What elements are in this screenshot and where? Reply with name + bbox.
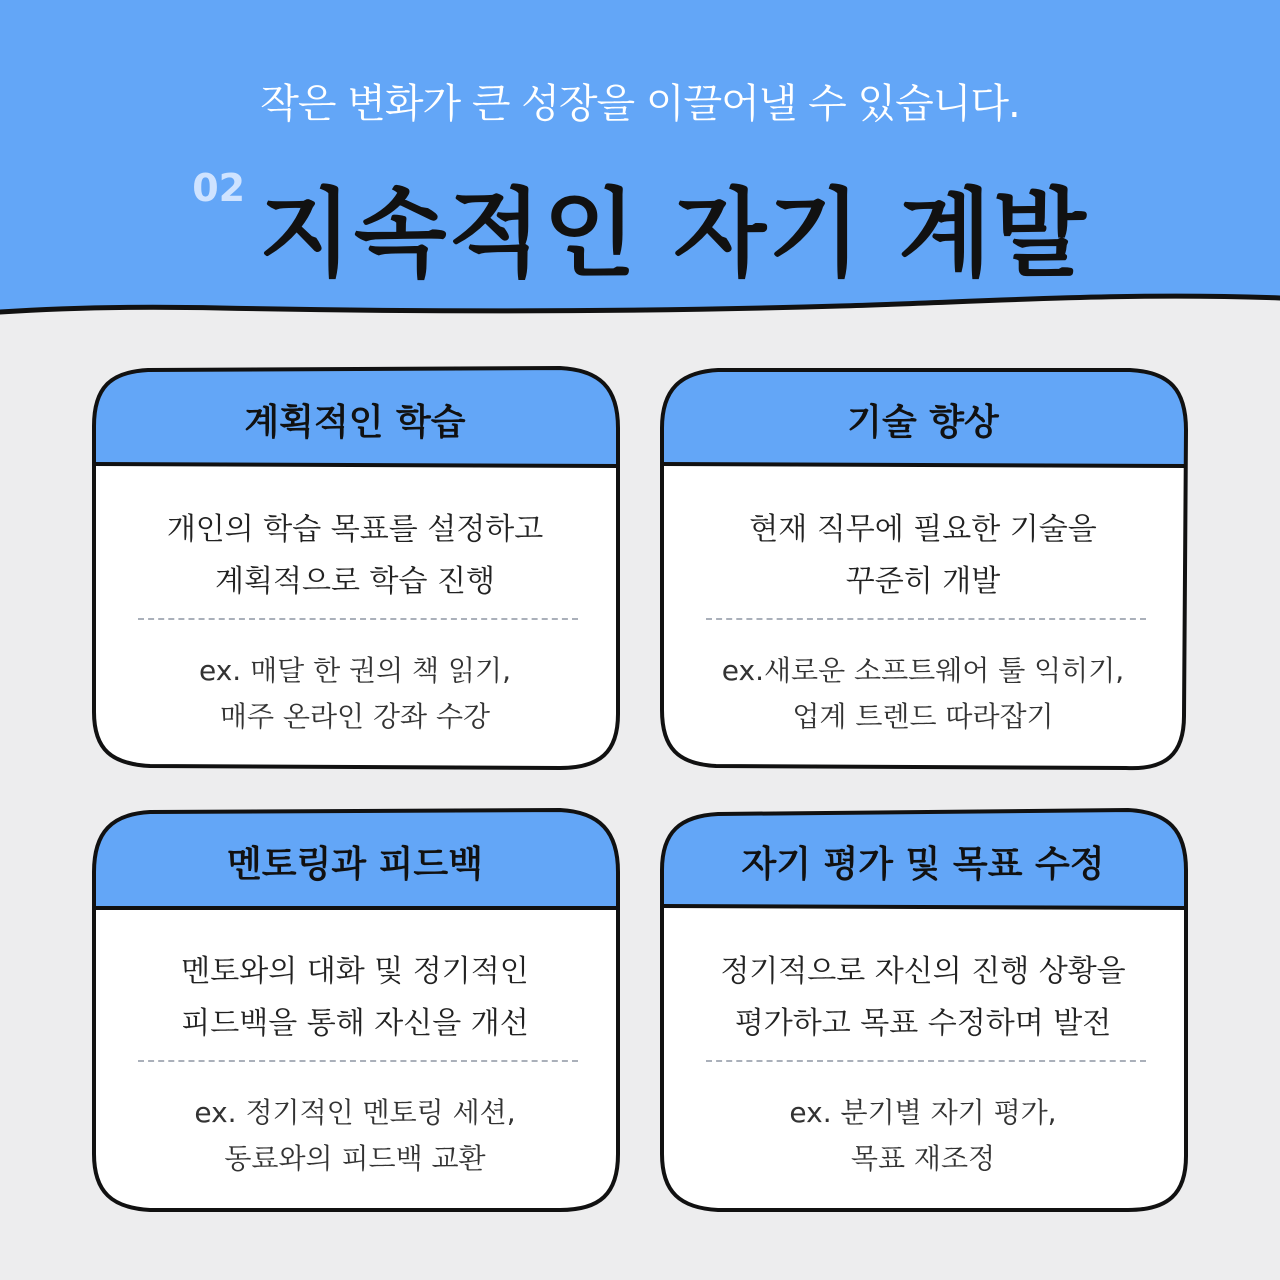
card-title: 자기 평가 및 목표 수정 xyxy=(741,844,1105,885)
dashed-divider xyxy=(706,1060,1146,1062)
card-description-line: 평가하고 목표 수정하며 발전 xyxy=(734,1006,1112,1041)
card-title: 계획적인 학습 xyxy=(244,402,466,443)
dashed-divider xyxy=(138,618,578,620)
card-description xyxy=(90,946,620,1050)
dashed-divider xyxy=(706,618,1146,620)
card-description-line: 계획적으로 학습 진행 xyxy=(215,564,495,599)
header-subtitle: 작은 변화가 큰 성장을 이끌어낼 수 있습니다. xyxy=(260,81,1020,127)
card-description-line: 피드백을 통해 자신을 개선 xyxy=(181,1006,529,1041)
card-example-line: ex. 매달 한 권의 책 읽기, xyxy=(199,654,511,687)
page-title: 지속적인 자기 계발 xyxy=(259,178,1088,290)
card-example xyxy=(90,648,620,740)
card-mentoring-feedback xyxy=(90,808,620,1213)
card-example-line: ex. 분기별 자기 평가, xyxy=(789,1096,1057,1129)
title-row xyxy=(0,158,1280,295)
card-description-line: 현재 직무에 필요한 기술을 xyxy=(749,512,1097,547)
card-description-line: 개인의 학습 목표를 설정하고 xyxy=(166,512,544,547)
card-skill-improvement xyxy=(658,366,1188,771)
card-example xyxy=(658,1090,1188,1182)
card-example xyxy=(658,648,1188,740)
card-title: 기술 향상 xyxy=(847,402,999,443)
card-example xyxy=(90,1090,620,1182)
section-number: 02 xyxy=(192,166,246,210)
card-example-line: 매주 온라인 강좌 수강 xyxy=(219,700,491,733)
card-planned-learning xyxy=(90,366,620,771)
header-banner xyxy=(0,0,1280,330)
dashed-divider xyxy=(138,1060,578,1062)
card-example-line: 동료와의 피드백 교환 xyxy=(224,1142,486,1175)
card-example-line: 목표 재조정 xyxy=(850,1142,996,1175)
card-self-evaluation xyxy=(658,808,1188,1213)
card-description xyxy=(658,504,1188,608)
card-description-line: 멘토와의 대화 및 정기적인 xyxy=(181,954,529,989)
card-description xyxy=(658,946,1188,1050)
card-example-line: 업계 트렌드 따라잡기 xyxy=(792,700,1054,733)
card-example-line: ex. 정기적인 멘토링 세션, xyxy=(194,1096,516,1129)
card-example-line: ex.새로운 소프트웨어 툴 익히기, xyxy=(721,654,1125,687)
card-description-line: 정기적으로 자신의 진행 상황을 xyxy=(720,954,1126,989)
card-description xyxy=(90,504,620,608)
card-title: 멘토링과 피드백 xyxy=(227,844,483,885)
card-description-line: 꾸준히 개발 xyxy=(845,564,1001,599)
